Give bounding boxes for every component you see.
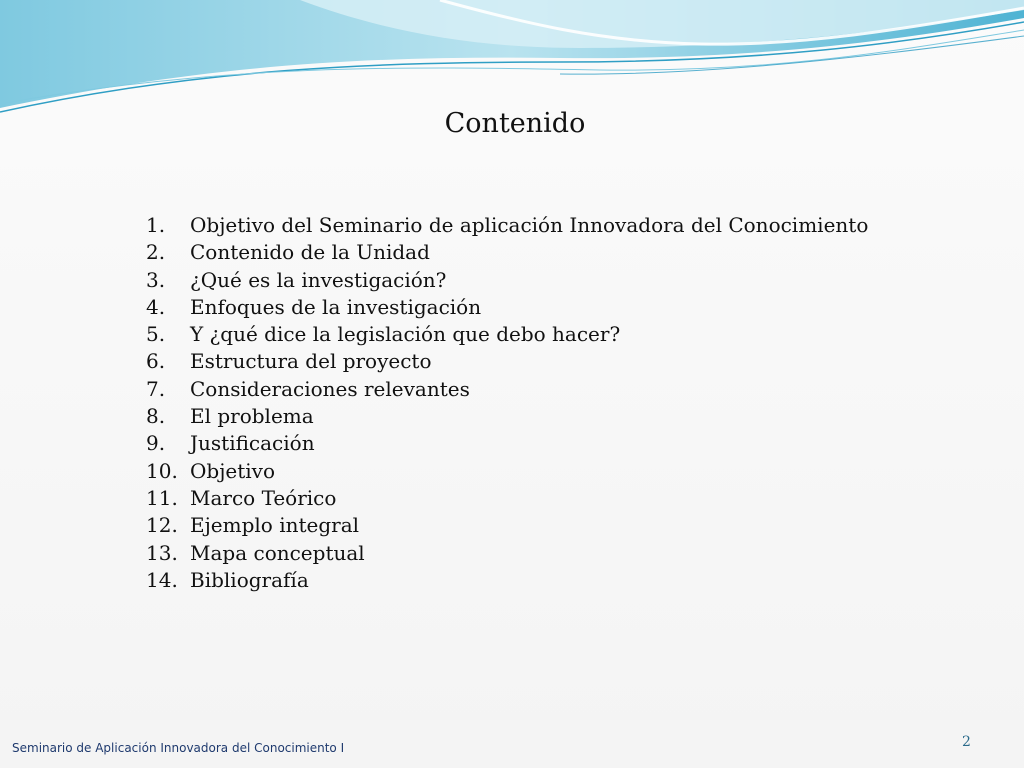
item-text: Y ¿qué dice la legislación que debo hacer? [190,322,621,347]
item-text: Consideraciones relevantes [190,376,470,401]
slide-footer: Seminario de Aplicación Innovadora del Conocimiento I [12,741,345,755]
list-item [146,458,868,485]
list-item [146,512,868,539]
item-number: 2. [146,240,166,265]
item-text: Contenido de la Unidad [190,240,430,265]
list-item [146,239,868,266]
list-item [146,348,868,375]
list-item [146,321,868,348]
item-text: Mapa conceptual [190,540,365,565]
item-text: El problema [190,404,314,429]
item-number: 11. [146,485,178,510]
list-item [146,567,868,594]
item-text: Objetivo [190,458,276,483]
page-number: 2 [962,734,971,750]
item-text: Enfoques de la investigación [190,294,482,319]
item-number: 8. [146,404,166,429]
list-item [146,485,868,512]
list-item [146,294,868,321]
list-item [146,376,868,403]
item-text: Ejemplo integral [190,513,360,538]
item-text: Justificación [190,431,315,456]
item-number: 4. [146,294,166,319]
item-text: Bibliografía [190,567,309,592]
item-number: 6. [146,349,166,374]
item-text: Marco Teórico [190,485,337,510]
item-number: 1. [146,213,166,237]
list-item [146,267,868,294]
item-number: 13. [146,540,178,565]
list-item [146,430,868,457]
item-number: 14. [146,567,178,592]
slide-title: Contenido [444,108,586,139]
item-number: 7. [146,376,166,401]
item-text: Estructura del proyecto [190,349,432,374]
contents-list [146,212,868,594]
item-number: 9. [146,431,166,456]
item-text: Objetivo del Seminario de aplicación Innovadora del Conocimiento [190,213,869,237]
item-number: 5. [146,322,166,347]
item-number: 3. [146,267,166,292]
list-item [146,403,868,430]
item-number: 10. [146,458,178,483]
item-text: ¿Qué es la investigación? [190,267,447,292]
item-number: 12. [146,513,178,538]
list-item [146,212,868,239]
list-item [146,540,868,567]
